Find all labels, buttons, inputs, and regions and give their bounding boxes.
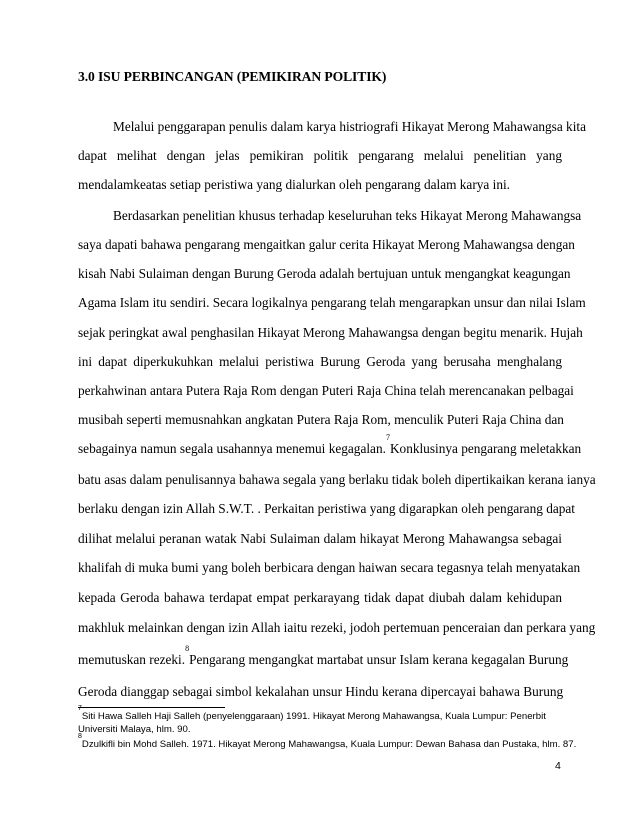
paragraph-2-line-11: berlaku dengan izin Allah S.W.T. . Perkaitan peristiwa yang digarapkan oleh pengarang dapat [78,501,575,516]
paragraph-2-line-2: saya dapati bahawa pengarang mengaitkan galur cerita Hikayat Merong Mahawangsa dengan [78,237,575,252]
paragraph-2-line-10: batu asas dalam penulisannya bahawa segala yang berlaku tidak boleh dipertikaikan kerana ianya [78,472,596,487]
footnote-8-text: Dzulkifli bin Mohd Salleh. 1971. Hikayat Merong Mahawangsa, Kuala Lumpur: Dewan Bahasa dan Pustaka, hlm. 87. [81,739,577,750]
line-text-end: Pengarang mengangkat martabat unsur Islam kerana kegagalan Burung [189,652,569,667]
paragraph-2-line-14: kepada Geroda bahawa terdapat empat perkarayang tidak dapat diubah dalam kehidupan [78,590,562,605]
paragraph-1-line-2: dapat melihat dengan jelas pemikiran politik pengarang melalui penelitian yang [78,148,562,163]
footnote-8 [78,733,577,751]
page-number: 4 [555,760,561,772]
footnote-ref-8[interactable]: 8 [185,644,190,653]
section-heading: 3.0 ISU PERBINCANGAN (PEMIKIRAN POLITIK) [78,69,387,84]
paragraph-2-line-1: Berdasarkan penelitian khusus terhadap keseluruhan teks Hikayat Merong Mahawangsa [113,208,582,223]
footnote-8-marker: 8 [78,733,82,740]
paragraph-1-line-1: Melalui penggarapan penulis dalam karya histriografi Hikayat Merong Mahawangsa kita [113,119,586,134]
paragraph-2-line-8: musibah seperti memusnahkan angkatan Putera Raja Rom, menculik Puteri Raja China dan [78,412,564,427]
paragraph-1-line-3: mendalamkeatas setiap peristiwa yang dialurkan oleh pengarang dalam karya ini. [78,177,510,192]
paragraph-2-line-15: makhluk melainkan dengan izin Allah iaitu rezeki, jodoh pertemuan penceraian dan perkara yang [78,620,596,635]
footnote-7-text-line-1: Siti Hawa Salleh Haji Salleh (penyelenggaraan) 1991. Hikayat Merong Mahawangsa, Kuala Lumpur: Penerbit [81,711,546,722]
line-text-start: memutuskan rezeki.$^8$ [78,644,190,667]
line-text: sebagainya namun segala usahannya menemui kegagalan.$^7$Konklusinya pengarang meletakkan [78,433,582,456]
paragraph-2-line-12: dilihat melalui peranan watak Nabi Sulaiman dalam hikayat Merong Mahawangsa sebagai [78,531,562,546]
paragraph-2-line-4: Agama Islam itu sendiri. Secara logikalnya pengarang telah mengarapkan unsur dan nilai Islam [78,295,586,310]
footnote-separator [78,707,225,708]
footnote-ref-7[interactable]: 7 [385,433,390,442]
footnote-7 [78,705,546,723]
paragraph-2-line-9 [78,433,582,457]
paragraph-2-line-16 [78,644,569,668]
paragraph-2-line-13: khalifah di muka bumi yang boleh berbicara dengan haiwan secara tegasnya telah menyatakan [78,560,581,575]
footnote-7-continuation: Universiti Malaya, hlm. 90. [78,724,191,735]
paragraph-2-line-7: perkahwinan antara Putera Raja Rom dengan Puteri Raja China telah merencanakan pelbagai [78,383,574,398]
paragraph-2-line-17: Geroda dianggap sebagai simbol kekalahan unsur Hindu kerana dipercayai bahawa Burung [78,684,564,699]
paragraph-2-line-3: kisah Nabi Sulaiman dengan Burung Geroda adalah bertujuan untuk mengangkat keagungan [78,266,571,281]
paragraph-2-line-5: sejak peringkat awal penghasilan Hikayat Merong Mahawangsa dengan begitu menarik. Hujah [78,325,583,340]
footnote-7-marker: 7 [78,705,82,712]
paragraph-2-line-6: ini dapat diperkukuhkan melalui peristiwa Burung Geroda yang berusaha menghalang [78,354,562,369]
